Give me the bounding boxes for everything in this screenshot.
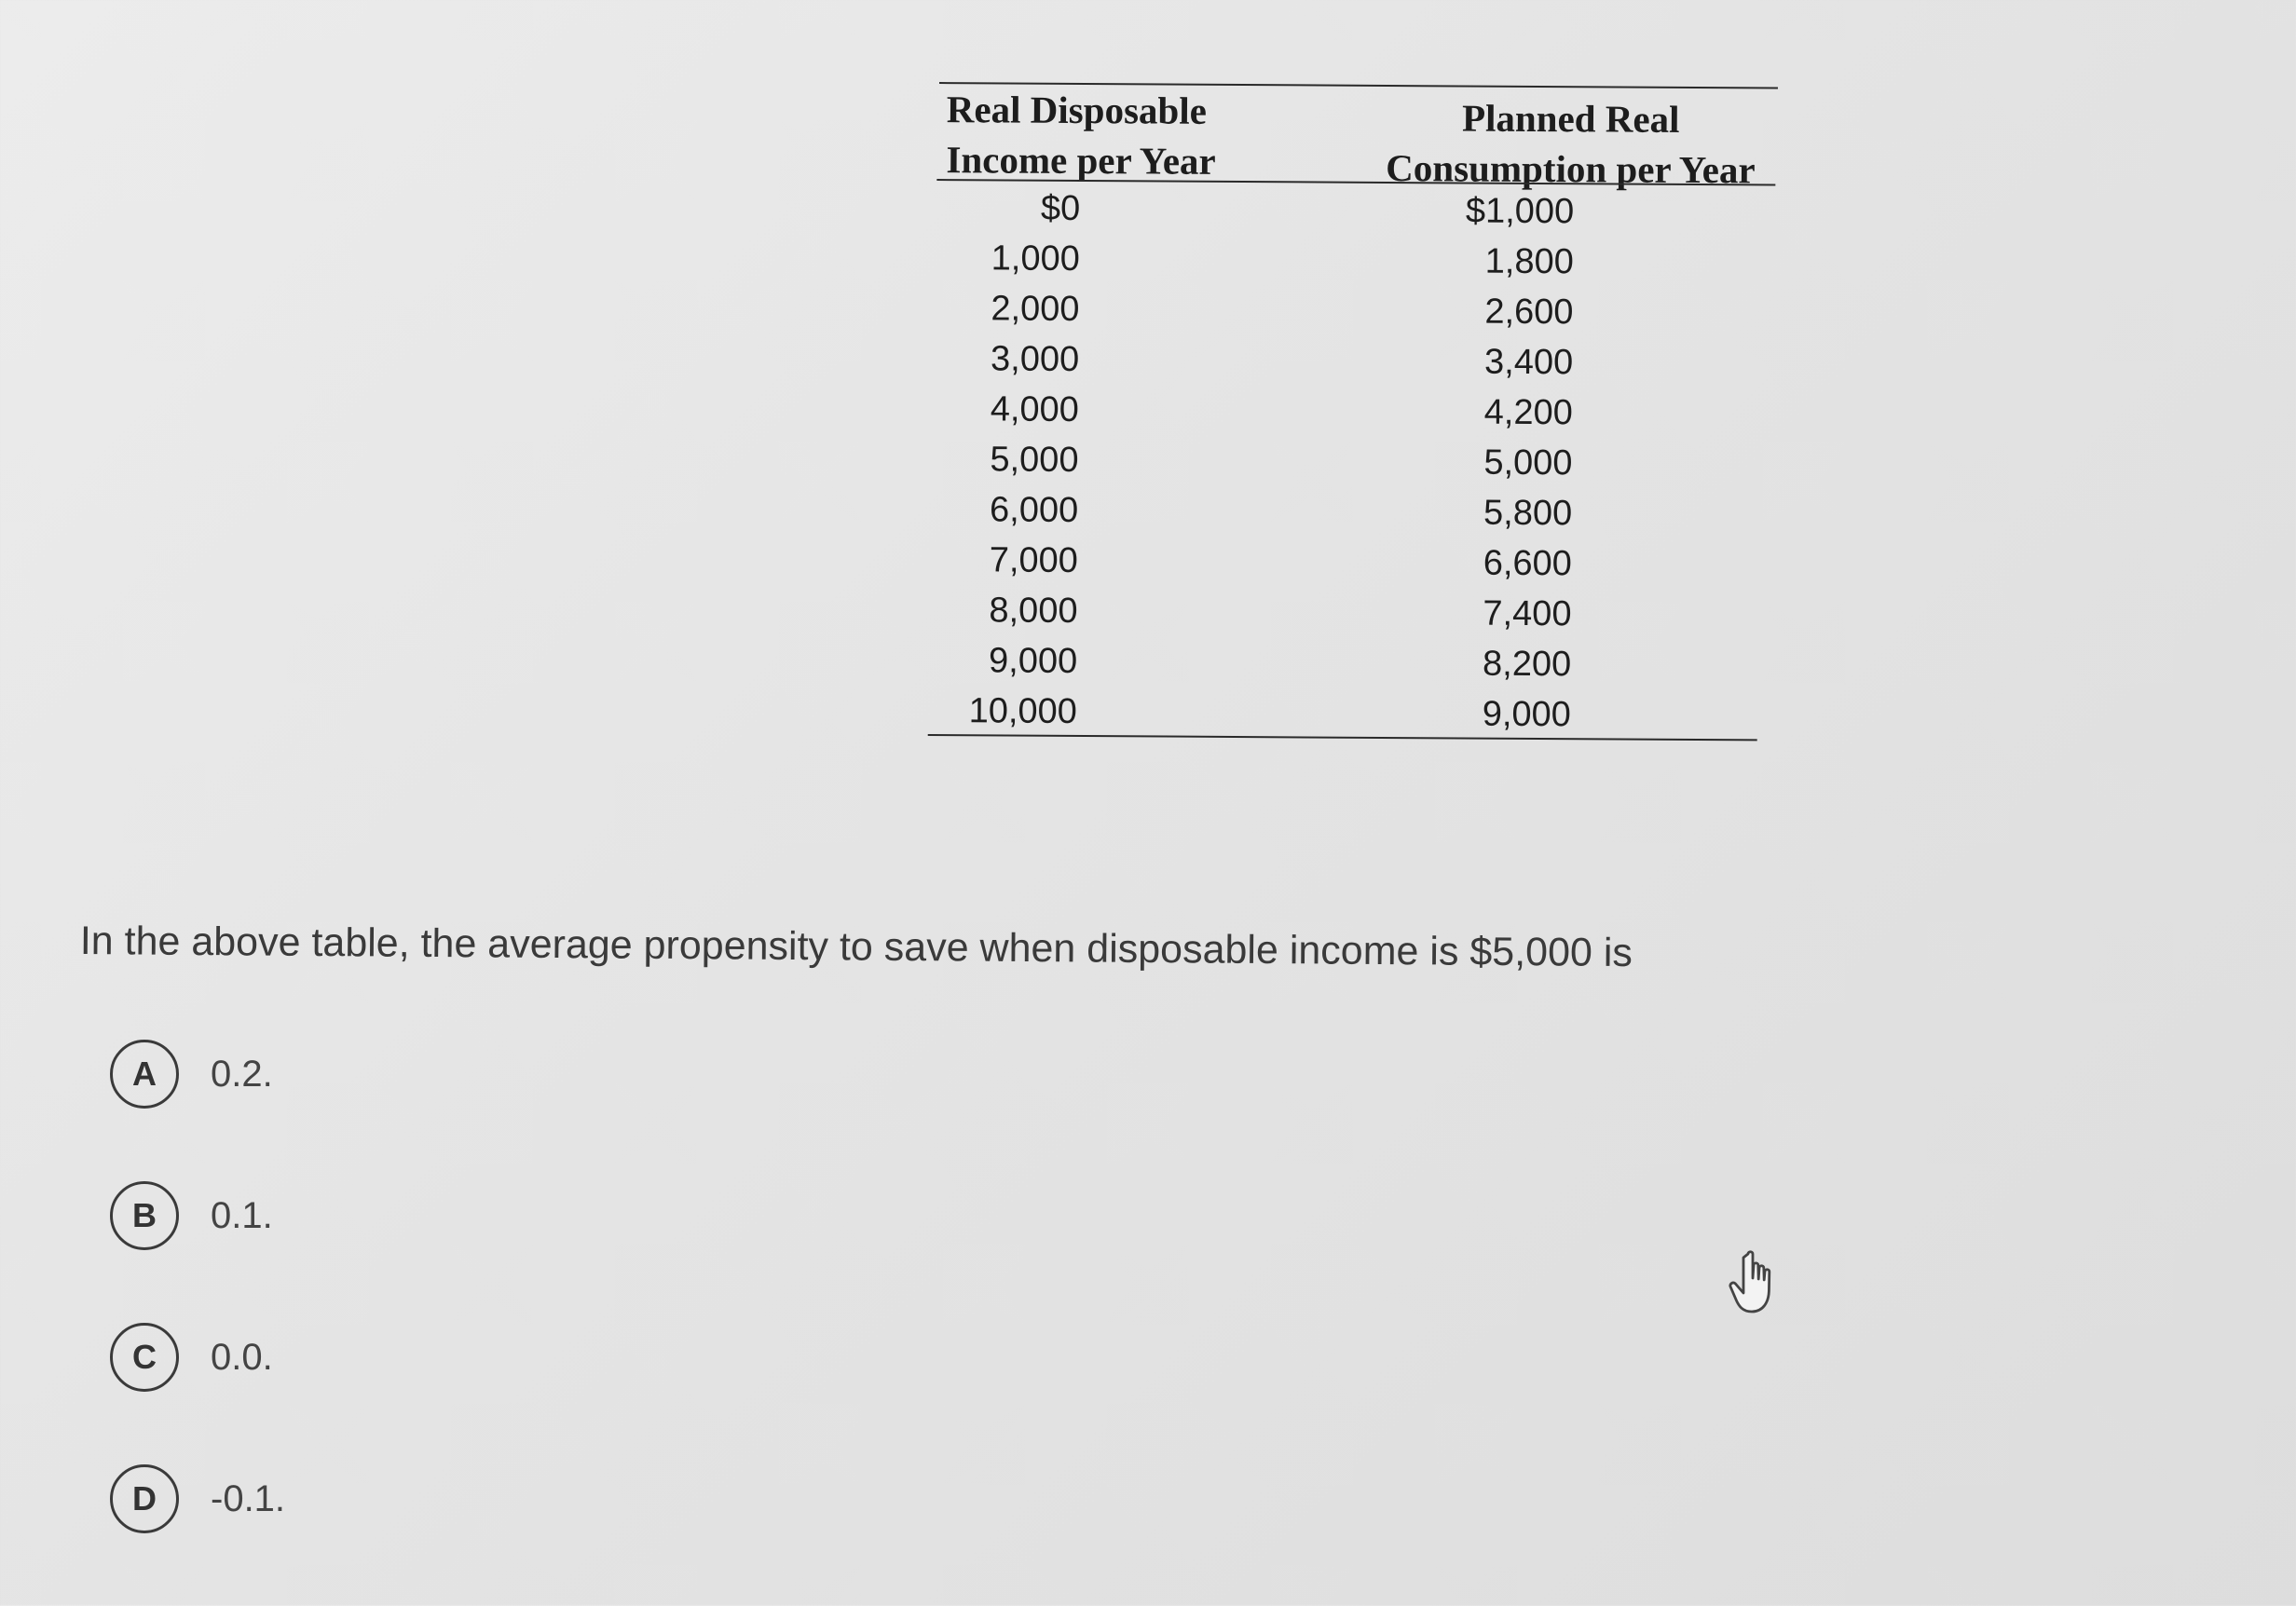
table-row [928,686,1767,741]
income-cell: 10,000 [968,691,1078,731]
consumption-cell: 2,600 [1484,292,1574,333]
option-a-letter[interactable]: A [110,1040,179,1109]
consumption-cell: 6,600 [1483,543,1572,584]
option-d[interactable] [110,1464,285,1606]
hand-pointer-icon [1722,1246,1797,1321]
consumption-cell: 4,200 [1483,392,1573,433]
consumption-cell: 1,800 [1484,241,1574,282]
option-c-letter[interactable]: C [110,1323,179,1392]
income-cell: 1,000 [991,238,1080,279]
option-a[interactable] [110,1040,285,1181]
table-row [928,585,1767,640]
income-cell: 3,000 [990,339,1080,379]
consumption-cell: 5,000 [1483,442,1573,483]
income-cell: 7,000 [989,540,1078,580]
income-cell: 4,000 [990,389,1079,429]
option-c-text[interactable]: 0.0. [211,1337,273,1378]
option-d-text[interactable]: -0.1. [211,1478,286,1519]
option-a-text[interactable]: 0.2. [211,1054,273,1095]
consumption-cell: $1,000 [1465,191,1575,232]
option-b-text[interactable]: 0.1. [211,1195,273,1236]
income-cell: 8,000 [989,591,1078,631]
income-cell: $0 [1040,188,1081,228]
table-row [930,384,1769,439]
option-d-letter[interactable]: D [110,1464,179,1533]
table-row [928,635,1767,690]
consumption-cell: 3,400 [1483,342,1574,383]
income-cell: 2,000 [991,289,1080,329]
column-header-consumption-line1: Planned Real [1461,96,1680,141]
column-header-income-line2: Income per Year [946,138,1216,183]
consumption-cell: 7,400 [1483,593,1572,634]
column-header-consumption-line2: Consumption per Year [1386,145,1756,192]
column-header-income-line1: Real Disposable [946,88,1208,132]
income-cell: 9,000 [988,641,1078,681]
option-c[interactable] [110,1323,285,1464]
table-row [930,283,1769,338]
option-b[interactable] [110,1181,285,1323]
column-header-income [946,84,1254,186]
question-text: In the above table, the average propensity to save when disposable income is $5,000 is [79,919,1633,976]
income-cell: 6,000 [989,490,1079,530]
column-header-consumption [1365,92,1776,196]
consumption-cell: 9,000 [1482,694,1571,735]
table-row [931,183,1770,238]
table-row [929,434,1768,489]
consumption-cell: 8,200 [1482,644,1572,685]
income-cell: 5,000 [990,440,1079,480]
answer-options [110,1040,285,1606]
consumption-cell: 5,800 [1483,493,1573,534]
table-row [929,535,1768,590]
table-body [928,183,1770,741]
table-row [929,484,1768,539]
table-row [930,333,1769,388]
option-b-letter[interactable]: B [110,1181,179,1250]
income-consumption-table [932,82,1766,735]
table-row [931,233,1770,288]
